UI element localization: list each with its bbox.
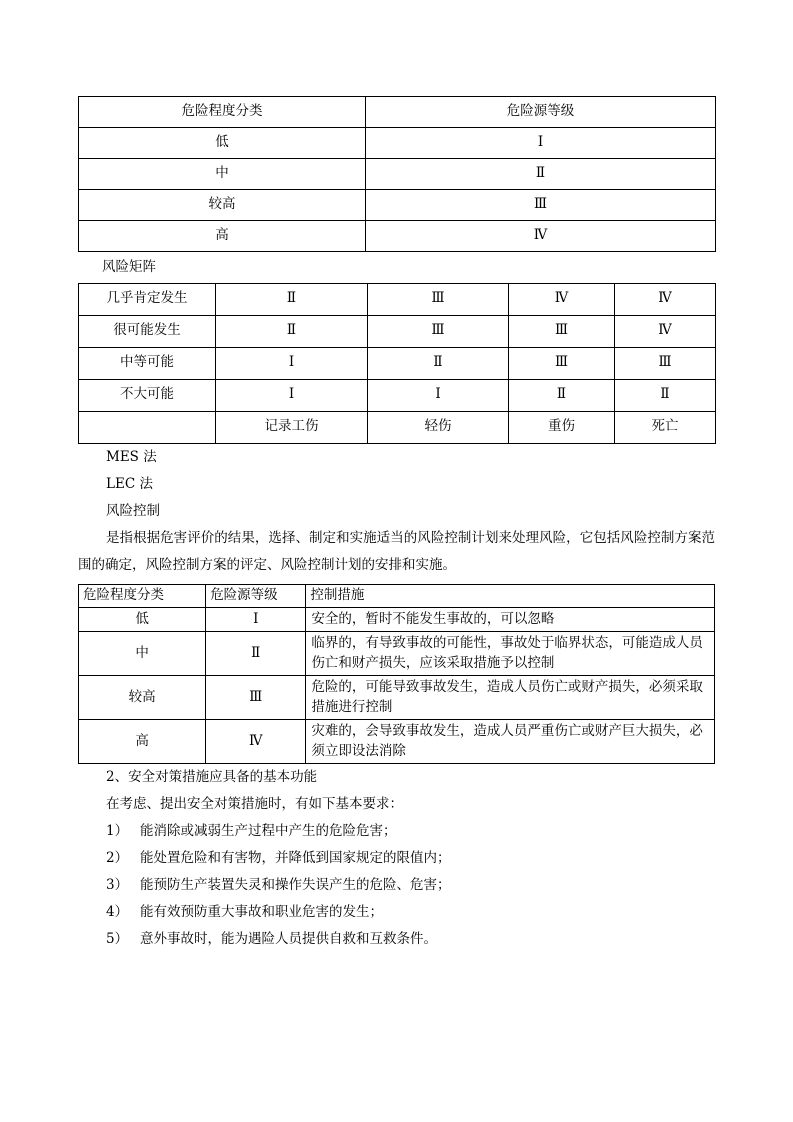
list-item [78,845,715,872]
risk-control-paragraph: 是指根据危害评价的结果，选择、制定和实施适当的风险控制计划来处理风险，它包括风险控制方案范围的确定，风险控制方案的评定、风险控制计划的安排和实施。 [78,529,715,574]
risk-matrix-cell-r0c1: Ⅲ [368,283,509,315]
control-measures-level-low: Ⅰ [206,607,306,632]
hazard-level-header-level: 危险源等级 [366,97,716,128]
table-row [79,159,716,190]
risk-matrix-cell-r2c2: Ⅲ [509,347,615,379]
list-marker-2: 2） [106,850,129,867]
list-marker-5: 5） [106,931,129,948]
risk-matrix-row-label-likely: 很可能发生 [79,315,216,347]
section-intro: 在考虑、提出安全对策措施时，有如下基本要求： [106,796,403,813]
risk-matrix-col-label-death: 死亡 [615,411,716,443]
table-row [79,221,716,252]
risk-matrix-table [78,283,716,444]
control-measures-text-higher: 危险的，可能导致事故发生，造成人员伤亡或财产损失，必须采取措施进行控制 [306,676,715,720]
risk-matrix-col-label-minor-injury: 轻伤 [368,411,509,443]
risk-matrix-cell-r3c3: Ⅱ [615,379,716,411]
list-item [78,899,715,926]
risk-matrix-cell-r2c3: Ⅲ [615,347,716,379]
risk-matrix-cell-r0c3: Ⅳ [615,283,716,315]
risk-control-heading: 风险控制 [106,502,160,519]
table-row [79,379,716,411]
section-heading: 2、安全对策措施应具备的基本功能 [106,769,318,786]
table-row [79,632,715,676]
table-row [79,607,715,632]
table-row [79,347,716,379]
hazard-level-value-medium: Ⅱ [366,159,716,190]
hazard-level-class-high: 高 [79,221,366,252]
control-measures-header-measure: 控制措施 [306,584,715,607]
risk-matrix-corner-cell [79,411,216,443]
table-row [79,315,716,347]
list-item [78,872,715,899]
table-row [79,584,715,607]
method-lec: LEC 法 [106,475,153,492]
control-measures-class-high: 高 [79,720,206,764]
hazard-level-table [78,96,716,252]
risk-matrix-row-label-moderate: 中等可能 [79,347,216,379]
hazard-level-value-higher: Ⅲ [366,190,716,221]
list-item [78,926,715,953]
table-row [79,720,715,764]
list-text-2: 能处置危险和有害物，并降低到国家规定的限值内； [140,850,451,867]
risk-matrix-cell-r1c2: Ⅲ [509,315,615,347]
control-measures-header-level: 危险源等级 [206,584,306,607]
list-item [78,818,715,845]
risk-matrix-cell-r1c3: Ⅳ [615,315,716,347]
list-text-3: 能预防生产装置失灵和操作失误产生的危险、危害； [140,877,451,894]
control-measures-text-low: 安全的，暂时不能发生事故的，可以忽略 [306,607,715,632]
control-measures-table [78,584,715,765]
control-measures-class-medium: 中 [79,632,206,676]
list-marker-1: 1） [106,823,129,840]
risk-matrix-cell-r0c0: Ⅱ [216,283,368,315]
table-row [79,190,716,221]
control-measures-text-high: 灾难的，会导致事故发生，造成人员严重伤亡或财产巨大损失，必须立即设法消除 [306,720,715,764]
control-measures-level-medium: Ⅱ [206,632,306,676]
table-row [79,676,715,720]
table-row [79,128,716,159]
table-row [79,97,716,128]
risk-matrix-cell-r0c2: Ⅳ [509,283,615,315]
document-content [78,96,715,953]
risk-matrix-row-label-unlikely: 不大可能 [79,379,216,411]
risk-matrix-cell-r2c0: Ⅰ [216,347,368,379]
list-text-5: 意外事故时，能为遇险人员提供自救和互救条件。 [140,931,437,948]
list-text-1: 能消除或减弱生产过程中产生的危险危害； [140,823,397,840]
risk-matrix-cell-r1c0: Ⅱ [216,315,368,347]
control-measures-level-high: Ⅳ [206,720,306,764]
control-measures-text-medium: 临界的，有导致事故的可能性，事故处于临界状态，可能造成人员伤亡和财产损失，应该采取措施予以控制 [306,632,715,676]
risk-matrix-cell-r3c2: Ⅱ [509,379,615,411]
risk-matrix-cell-r3c1: Ⅰ [368,379,509,411]
method-mes: MES 法 [106,448,157,465]
risk-matrix-cell-r1c1: Ⅲ [368,315,509,347]
control-measures-level-higher: Ⅲ [206,676,306,720]
risk-matrix-cell-r3c0: Ⅰ [216,379,368,411]
list-marker-3: 3） [106,877,129,894]
risk-matrix-cell-r2c1: Ⅱ [368,347,509,379]
list-marker-4: 4） [106,904,129,921]
hazard-level-value-low: Ⅰ [366,128,716,159]
risk-matrix-row-label-almost-certain: 几乎肯定发生 [79,283,216,315]
list-text-4: 能有效预防重大事故和职业危害的发生； [140,904,383,921]
requirements-list [78,818,715,953]
hazard-level-class-low: 低 [79,128,366,159]
control-measures-class-low: 低 [79,607,206,632]
table-row [79,283,716,315]
hazard-level-value-high: Ⅳ [366,221,716,252]
table-row [79,411,716,443]
risk-matrix-col-label-recorded-injury: 记录工伤 [216,411,368,443]
control-measures-class-higher: 较高 [79,676,206,720]
risk-matrix-caption: 风险矩阵 [102,259,156,275]
control-measures-header-class: 危险程度分类 [79,584,206,607]
hazard-level-header-class: 危险程度分类 [79,97,366,128]
hazard-level-class-medium: 中 [79,159,366,190]
hazard-level-class-higher: 较高 [79,190,366,221]
risk-matrix-col-label-serious-injury: 重伤 [509,411,615,443]
